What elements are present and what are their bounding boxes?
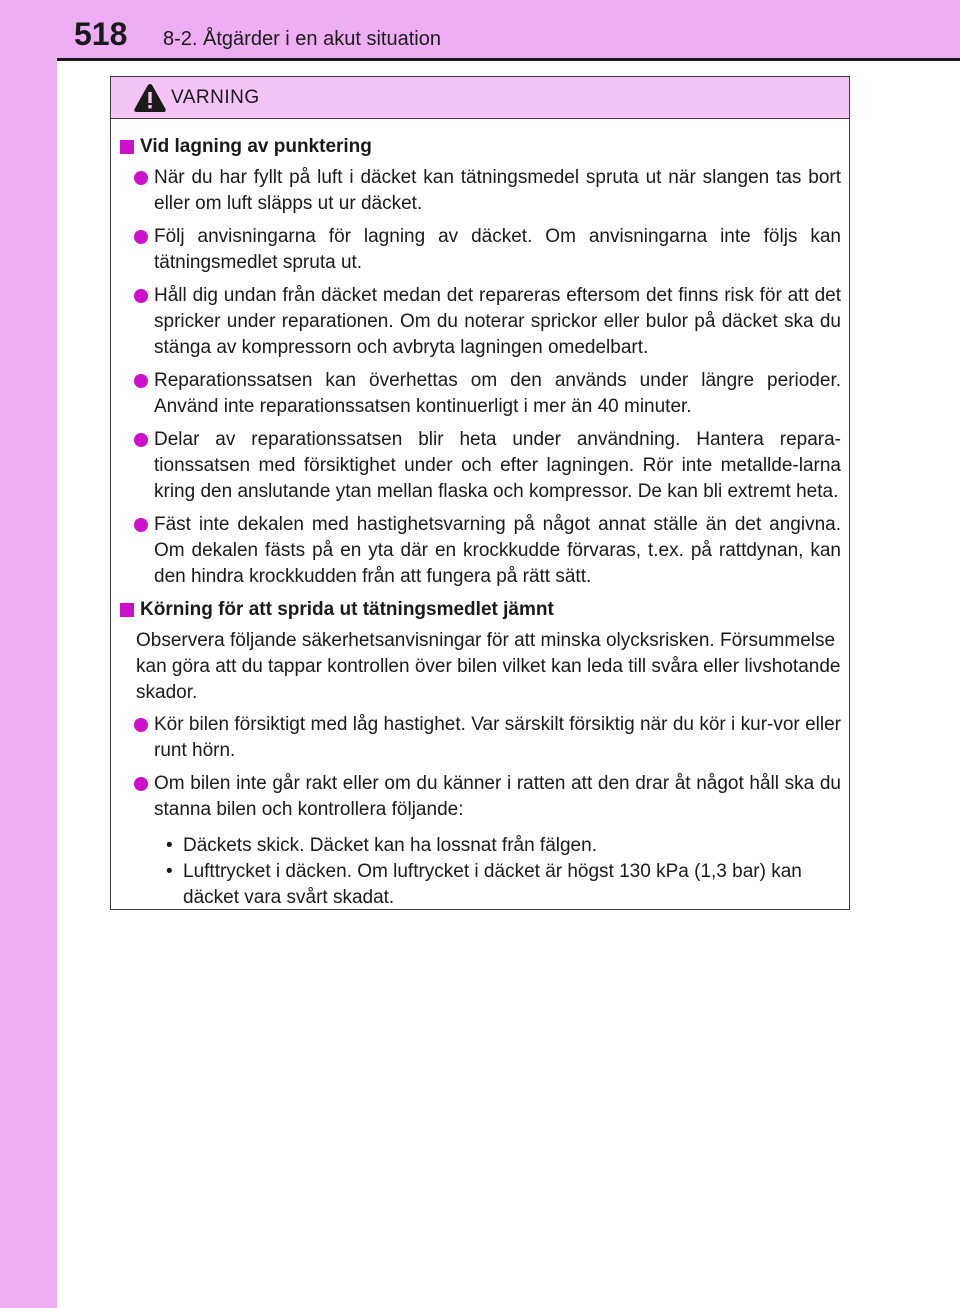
sub-list-item-text: Lufttrycket i däcken. Om luftrycket i däcket är högst 130 kPa (1,3 bar) kan däcket vara svårt skadat. <box>183 861 802 908</box>
circle-bullet-icon <box>134 374 148 388</box>
section-intro: Observera följande säkerhetsanvisningar för att minska olycksrisken. Försummelse kan göra att du tappar kontrollen över bilen vilket kan leda till svåra eller livshotande skador. <box>136 630 841 703</box>
section-heading-text: Körning för att sprida ut tätningsmedlet jämnt <box>140 599 554 620</box>
section-heading-puncture <box>120 134 841 159</box>
circle-bullet-icon <box>134 171 148 185</box>
warning-header <box>111 77 849 119</box>
list-item-text: Håll dig undan från däcket medan det repareras eftersom det finns risk för att det spricker under reparationen. Om du noterar sprickor eller bulor på däcket ska du stänga av kompressorn och avbryta lagningen omedelbart. <box>154 285 841 358</box>
list-item-text: Kör bilen försiktigt med låg hastighet. Var särskilt försiktig när du kör i kur-vor eller runt hörn. <box>154 714 841 761</box>
square-bullet-icon <box>120 603 134 617</box>
list-item <box>120 224 841 276</box>
sub-bullet-marker: • <box>166 835 173 856</box>
list-item <box>120 368 841 420</box>
circle-bullet-icon <box>134 289 148 303</box>
list-item-text: Om bilen inte går rakt eller om du känner i ratten att den drar åt något håll ska du stanna bilen och kontrollera följande: <box>154 773 841 820</box>
sub-list-item <box>120 859 841 911</box>
square-bullet-icon <box>120 140 134 154</box>
list-item-text: Följ anvisningarna för lagning av däcket. Om anvisningarna inte följs kan tätningsmedlet spruta ut. <box>154 226 841 273</box>
list-item <box>120 283 841 361</box>
sub-bullet-marker: • <box>166 861 173 882</box>
list-item <box>120 512 841 590</box>
list-item-text: Reparationssatsen kan överhettas om den används under längre perioder. Använd inte reparationssatsen kontinuerligt i mer än 40 minuter. <box>154 370 841 417</box>
list-item <box>120 771 841 823</box>
section-title: 8-2. Åtgärder i en akut situation <box>163 28 441 50</box>
list-item <box>120 712 841 764</box>
header-divider <box>57 58 960 61</box>
section-heading-text: Vid lagning av punktering <box>140 136 372 157</box>
page-header <box>0 0 960 58</box>
circle-bullet-icon <box>134 433 148 447</box>
list-item <box>120 165 841 217</box>
circle-bullet-icon <box>134 777 148 791</box>
list-item-text: Fäst inte dekalen med hastighetsvarning på något annat ställe än det angivna. Om dekalen fästs på en yta där en krockkudde förvaras, t.ex. på rattdynan, kan den hindra krockkudden från att fungera på rätt sätt. <box>154 514 841 587</box>
sub-list-item-text: Däckets skick. Däcket kan ha lossnat från fälgen. <box>183 835 597 856</box>
warning-box <box>110 76 850 910</box>
list-item <box>120 427 841 505</box>
warning-content <box>111 119 849 911</box>
sub-list-item <box>120 833 841 859</box>
circle-bullet-icon <box>134 518 148 532</box>
page-number: 518 <box>74 16 128 52</box>
circle-bullet-icon <box>134 718 148 732</box>
warning-label: VARNING <box>171 87 260 108</box>
list-item-text: När du har fyllt på luft i däcket kan tätningsmedel spruta ut när slangen tas bort eller om luft släpps ut ur däcket. <box>154 167 841 214</box>
circle-bullet-icon <box>134 230 148 244</box>
left-margin-strip <box>0 0 57 1308</box>
section-heading-driving <box>120 597 841 622</box>
warning-triangle-icon <box>133 82 167 114</box>
list-item-text: Delar av reparationssatsen blir heta under användning. Hantera repara-tionssatsen med försiktighet under och efter lagningen. Rör inte metallde-larna kring den anslutande ytan mellan flaska och kompressor. De kan bli extremt heta. <box>154 429 841 502</box>
